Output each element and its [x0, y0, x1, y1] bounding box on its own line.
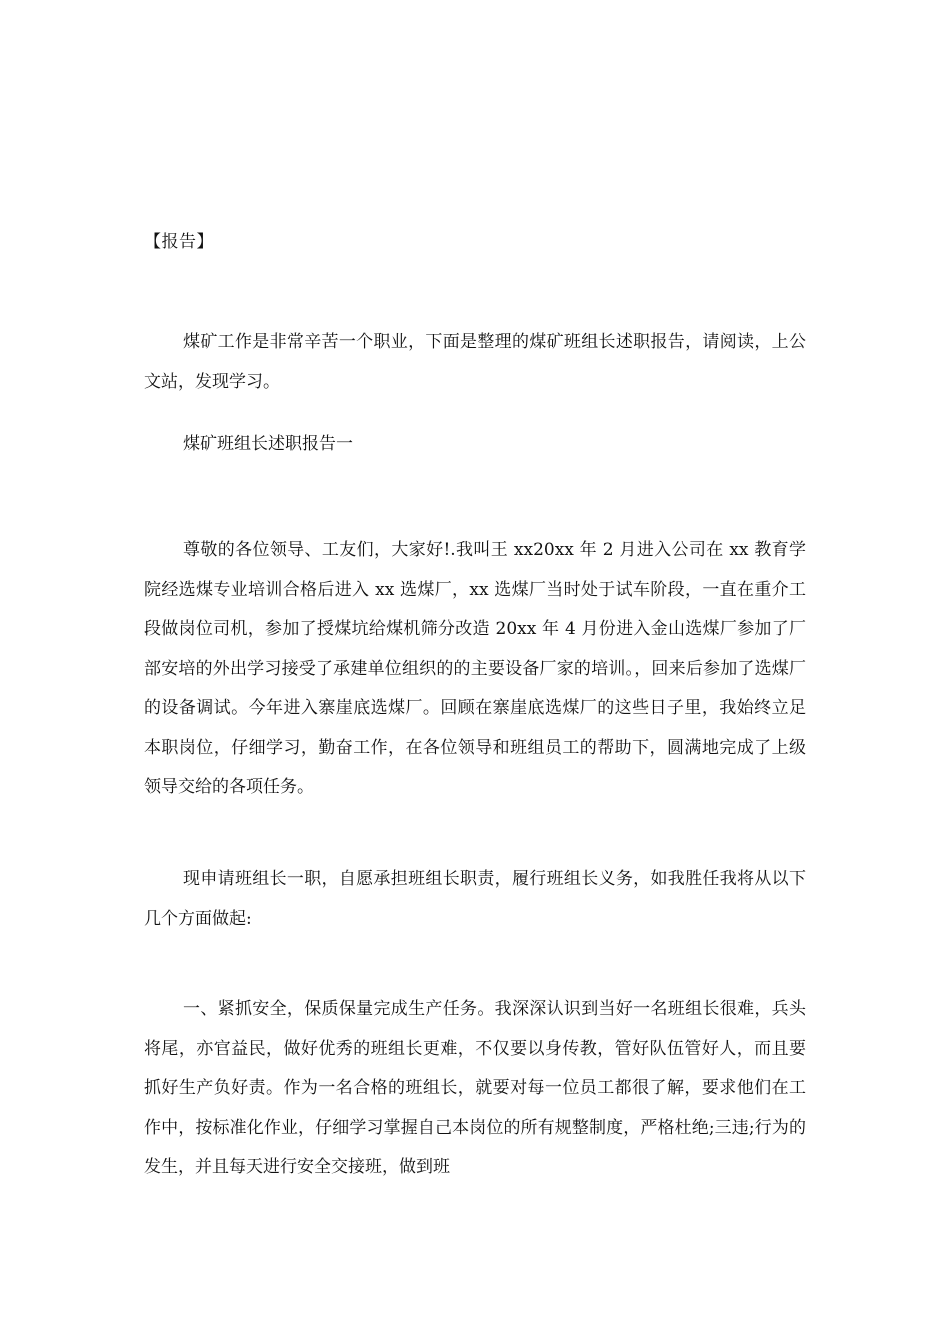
application-paragraph: 现申请班组长一职，自愿承担班组长职责，履行班组长义务，如我胜任我将从以下几个方面做起:: [144, 869, 806, 929]
point-one-paragraph: 一、紧抓安全，保质保量完成生产任务。我深深认识到当好一名班组长很难，兵头将尾，亦官益民，做好优秀的班组长更难，不仅要以身传教，管好队伍管好人，而且要抓好生产负好责。作为一名合格的班组长，就要对每一位员工都很了解，要求他们在工作中，按标准化作业，仔细学习掌握自己本岗位的所有规整制度，严格杜绝;三违;行为的发生，并且每天进行安全交接班，做到班: [144, 999, 806, 1177]
section-title: 煤矿班组长述职报告一: [183, 434, 353, 454]
self-introduction-paragraph: 尊敬的各位领导、工友们，大家好!.我叫王 xx20xx 年 2 月进入公司在 xx 教育学院经选煤专业培训合格后进入 xx 选煤厂，xx 选煤厂当时处于试车阶段，一直在重介工段做岗位司机，参加了授煤坑给煤机筛分改造 20xx 年 4 月份进入金山选煤厂参加了厂部安培的外出学习接受了承建单位组织的的主要设备厂家的培训。，回来后参加了选煤厂的设备调试。今年进入寨崖底选煤厂。回顾在寨崖底选煤厂的这些日子里，我始终立足本职岗位，仔细学习，勤奋工作，在各位领导和班组员工的帮助下，圆满地完成了上级领导交给的各项任务。: [144, 540, 806, 797]
intro-paragraph: 煤矿工作是非常辛苦一个职业，下面是整理的煤矿班组长述职报告，请阅读，上公文站，发现学习。: [144, 332, 806, 392]
report-tag: 【报告】: [144, 232, 214, 252]
